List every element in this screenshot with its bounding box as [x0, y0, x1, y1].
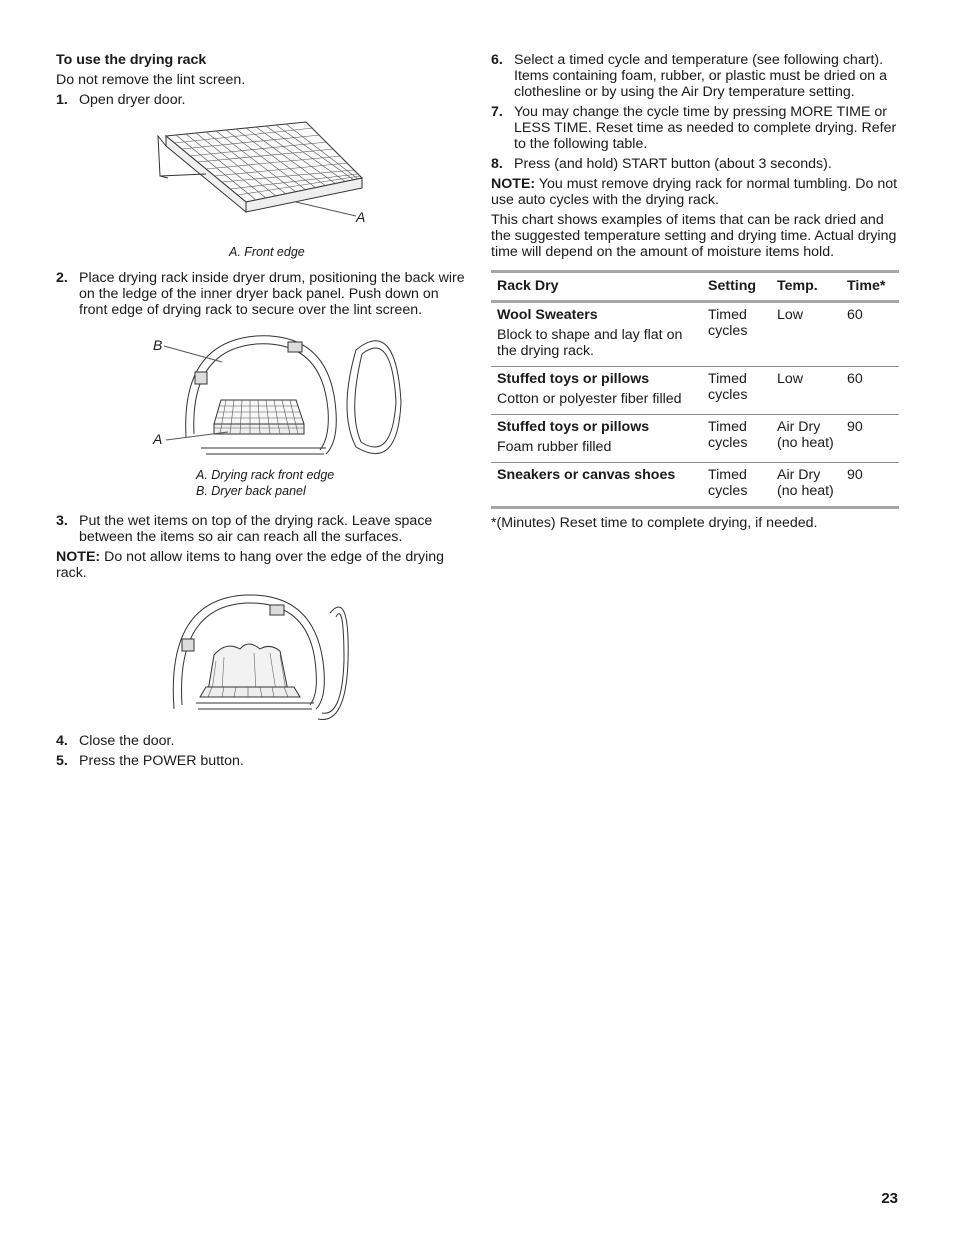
- dryer-drum-illustration: [56, 322, 466, 510]
- step-text: Open dryer door.: [79, 92, 186, 108]
- item-title: Wool Sweaters: [497, 307, 598, 323]
- step-text: Press (and hold) START button (about 3 seconds).: [514, 156, 832, 172]
- item-title: Stuffed toys or pillows: [497, 371, 650, 387]
- step-7: [491, 104, 899, 152]
- cell-setting: Timed cycles: [708, 371, 748, 403]
- cell-temp: Air Dry (no heat): [777, 419, 834, 451]
- cell-temp: Air Dry (no heat): [777, 467, 834, 499]
- step-text: Select a timed cycle and temperature (see following chart). Items containing foam, rubber, or plastic must be dried on a clothesline or by using the Air Dry temperature setting.: [514, 52, 888, 100]
- header-rack-dry: Rack Dry: [497, 278, 559, 294]
- step-number: 8.: [491, 156, 503, 172]
- step-text: You may change the cycle time by pressing MORE TIME or LESS TIME. Reset time as needed to complete drying. Refer to the following table.: [514, 104, 897, 152]
- step-3: [56, 513, 466, 545]
- cell-item: [491, 463, 702, 508]
- section-heading: To use the drying rack: [56, 52, 207, 68]
- step-number: 7.: [491, 104, 503, 120]
- right-column: [491, 52, 899, 535]
- table-header-row: [491, 272, 899, 302]
- figure2-caption-b: B. Dryer back panel: [196, 484, 306, 498]
- rack-dry-table: [491, 270, 899, 509]
- step-number: 1.: [56, 92, 68, 108]
- step-8: [491, 156, 899, 172]
- figure-drying-rack: [56, 116, 466, 262]
- note-label: NOTE:: [491, 176, 536, 192]
- cell-setting: Timed cycles: [708, 307, 748, 339]
- cell-time: 90: [847, 467, 863, 483]
- step-6: [491, 52, 899, 100]
- table-row: [491, 415, 899, 463]
- figure1-caption: A. Front edge: [229, 245, 305, 259]
- step-number: 6.: [491, 52, 503, 68]
- step-text: Place drying rack inside dryer drum, positioning the back wire on the ledge of the inner dryer back panel. Push down on front edge of drying rack to secure over the lint screen.: [79, 270, 465, 318]
- item-desc: Foam rubber filled: [497, 439, 612, 455]
- drying-rack-illustration: [56, 116, 466, 262]
- note-rack-edge: [56, 549, 466, 581]
- table-row: [491, 463, 899, 508]
- figure2-caption-a: A. Drying rack front edge: [196, 468, 335, 482]
- cell-item: [491, 302, 702, 367]
- item-desc: Cotton or polyester fiber filled: [497, 391, 682, 407]
- cell-temp: Low: [777, 307, 804, 323]
- cell-time: 90: [847, 419, 863, 435]
- table-footnote: *(Minutes) Reset time to complete drying, if needed.: [491, 515, 818, 531]
- figure1-label-a: A: [356, 209, 366, 225]
- cell-time: 60: [847, 307, 863, 323]
- intro-text: Do not remove the lint screen.: [56, 72, 246, 88]
- page-number: 23: [881, 1190, 898, 1207]
- left-column: [56, 52, 466, 773]
- cell-time: 60: [847, 371, 863, 387]
- table-row: [491, 367, 899, 415]
- note-text: You must remove drying rack for normal tumbling. Do not use auto cycles with the drying rack.: [491, 176, 898, 208]
- cell-setting: Timed cycles: [708, 467, 748, 499]
- step-1: [56, 92, 466, 108]
- step-text: Close the door.: [79, 733, 175, 749]
- note-label: NOTE:: [56, 549, 101, 565]
- note-remove-rack: [491, 176, 899, 208]
- figure2-label-a: A: [153, 431, 163, 447]
- header-setting: Setting: [708, 278, 757, 294]
- note-text: Do not allow items to hang over the edge of the drying rack.: [56, 549, 445, 581]
- item-title: Sneakers or canvas shoes: [497, 467, 676, 483]
- cell-setting: Timed cycles: [708, 419, 748, 451]
- step-text: Put the wet items on top of the drying rack. Leave space between the items so air can reach all the surfaces.: [79, 513, 433, 545]
- chart-intro: This chart shows examples of items that can be rack dried and the suggested temperature setting and drying time. Actual drying time will depend on the amount of moisture items hold.: [491, 212, 897, 260]
- header-temp: Temp.: [777, 278, 818, 294]
- table-row: [491, 302, 899, 367]
- step-text: Press the POWER button.: [79, 753, 244, 769]
- cell-temp: Low: [777, 371, 804, 387]
- item-title: Stuffed toys or pillows: [497, 419, 650, 435]
- step-number: 4.: [56, 733, 68, 749]
- step-2: [56, 270, 466, 318]
- figure2-label-b: B: [153, 337, 163, 353]
- step-number: 3.: [56, 513, 68, 529]
- step-4: [56, 733, 466, 749]
- figure-dryer-drum-items: [56, 591, 466, 727]
- step-number: 5.: [56, 753, 68, 769]
- step-number: 2.: [56, 270, 68, 286]
- figure-dryer-drum-rack: [56, 322, 466, 510]
- header-time: Time*: [847, 278, 886, 294]
- cell-item: [491, 367, 702, 415]
- step-5: [56, 753, 466, 769]
- cell-item: [491, 415, 702, 463]
- dryer-items-illustration: [56, 591, 466, 727]
- item-desc: Block to shape and lay flat on the drying rack.: [497, 327, 683, 359]
